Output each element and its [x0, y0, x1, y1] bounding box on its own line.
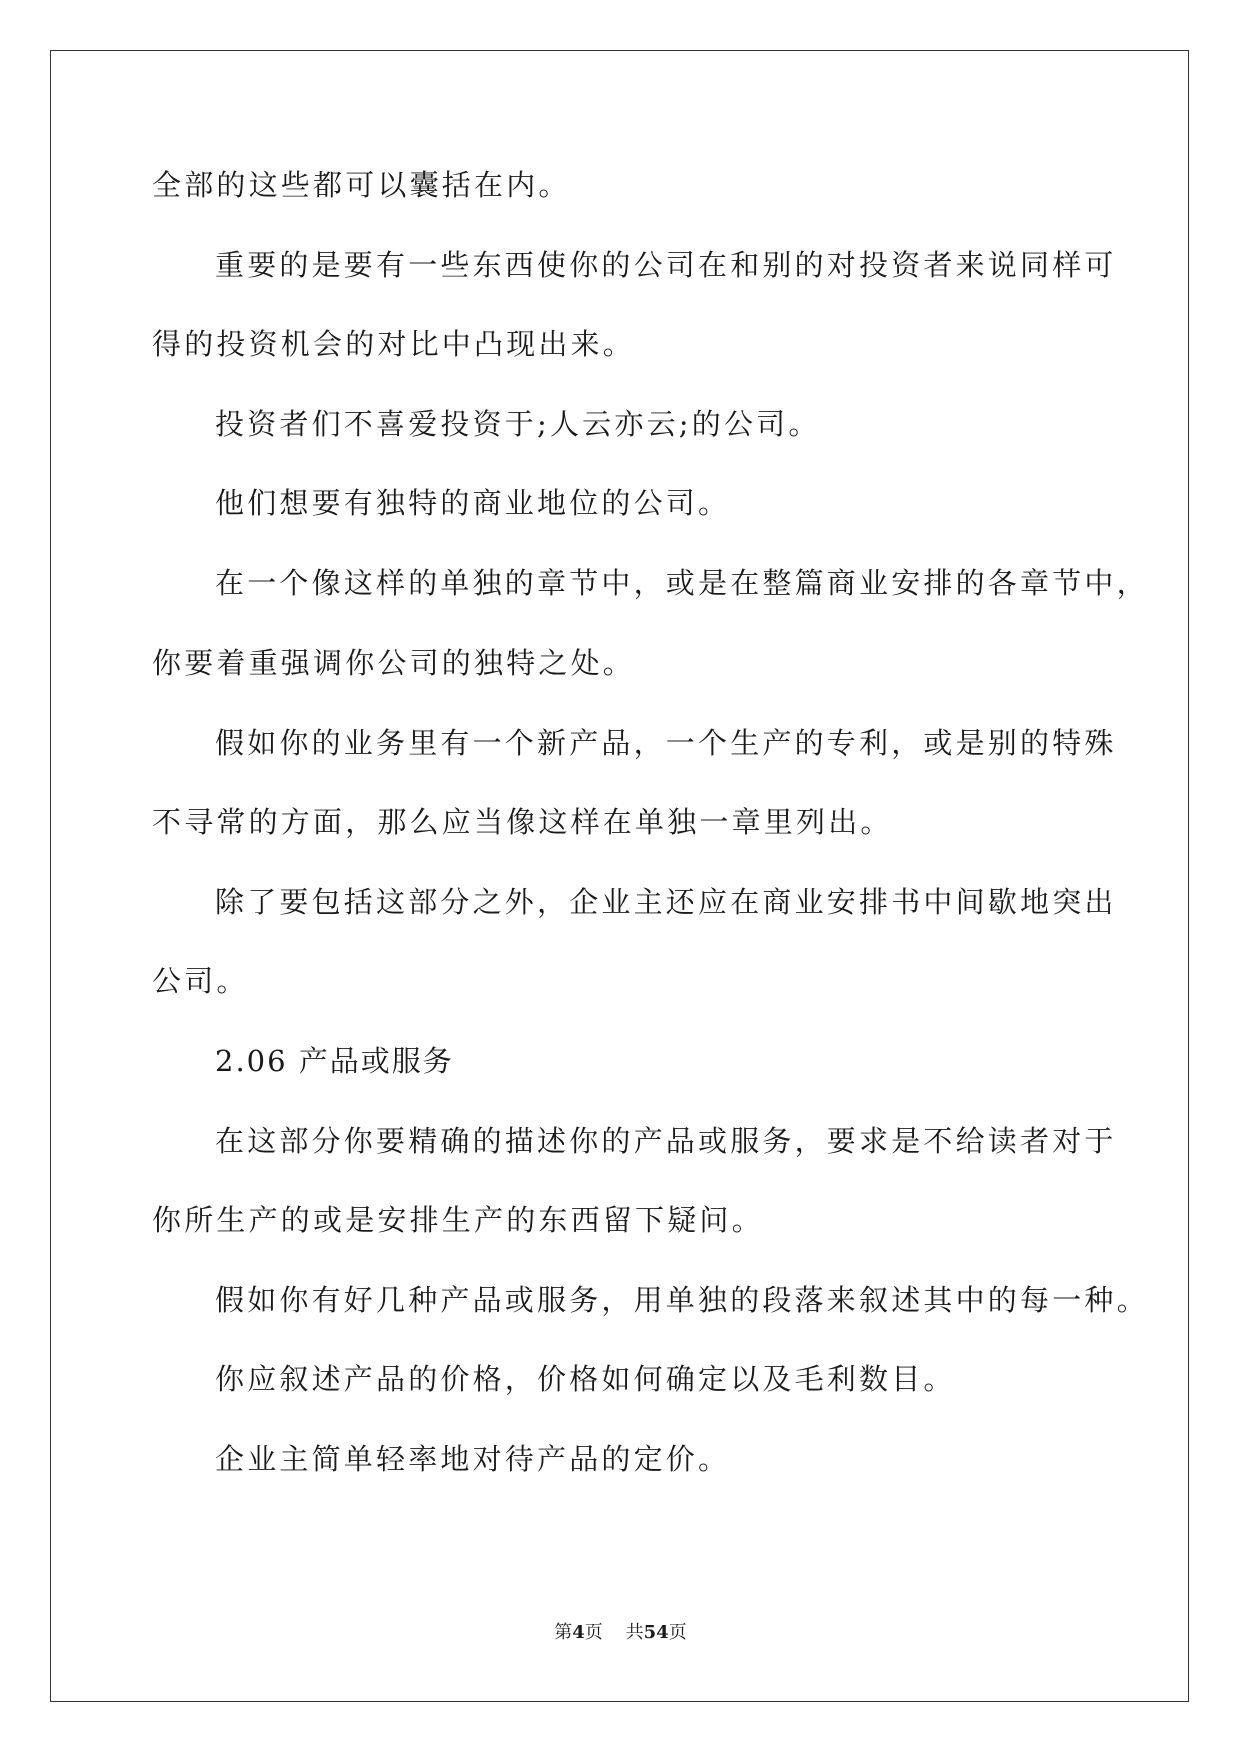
text-line: 重要的是要有一些东西使你的公司在和别的对投资者来说同样可 — [215, 248, 1117, 282]
text-line: 假如你有好几种产品或服务，用单独的段落来叙述其中的每一种。 — [215, 1283, 1149, 1317]
footer-total-prefix: 共 — [625, 1622, 644, 1643]
text-line: 他们想要有独特的商业地位的公司。 — [215, 486, 731, 520]
text-line: 企业主简单轻率地对待产品的定价。 — [215, 1442, 731, 1476]
footer-prefix: 第 — [554, 1622, 573, 1643]
text-line: 除了要包括这部分之外，企业主还应在商业安排书中间歇地突出 — [215, 885, 1117, 919]
section-heading: 2.06 产品或服务 — [215, 1044, 454, 1078]
page-footer — [0, 1622, 1241, 1644]
text-line: 在一个像这样的单独的章节中，或是在整篇商业安排的各章节中， — [215, 566, 1149, 600]
text-line: 你应叙述产品的价格，价格如何确定以及毛利数目。 — [215, 1362, 956, 1396]
current-page-number: 4 — [572, 1622, 585, 1643]
text-line: 假如你的业务里有一个新产品，一个生产的专利，或是别的特殊 — [215, 726, 1117, 760]
total-pages-number: 54 — [643, 1622, 669, 1643]
text-line: 不寻常的方面，那么应当像这样在单独一章里列出。 — [152, 805, 893, 839]
text-line: 投资者们不喜爱投资于;人云亦云;的公司。 — [215, 407, 821, 441]
footer-total-suffix: 页 — [668, 1622, 687, 1643]
text-line: 你所生产的或是安排生产的东西留下疑问。 — [152, 1203, 764, 1237]
text-line: 公司。 — [152, 964, 249, 998]
text-line: 全部的这些都可以囊括在内。 — [152, 168, 571, 202]
text-line: 得的投资机会的对比中凸现出来。 — [152, 327, 636, 361]
footer-page-suffix: 页 — [584, 1622, 603, 1643]
text-line: 你要着重强调你公司的独特之处。 — [152, 646, 636, 680]
text-line: 在这部分你要精确的描述你的产品或服务，要求是不给读者对于 — [215, 1124, 1117, 1158]
